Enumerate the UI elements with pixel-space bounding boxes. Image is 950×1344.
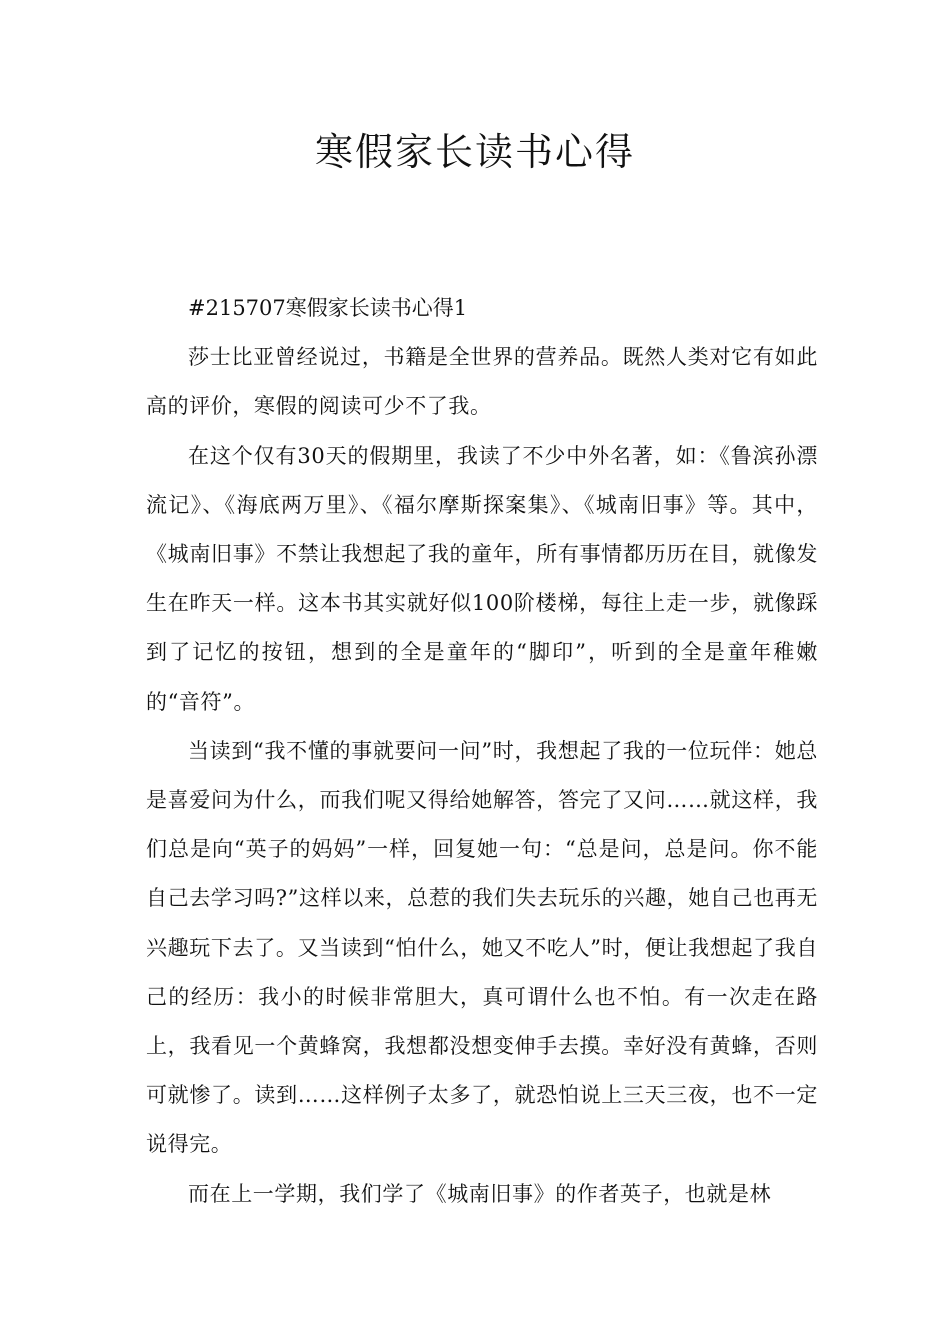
section-heading: #215707寒假家长读书心得1 [188, 296, 468, 320]
document-title: 寒假家长读书心得 [314, 130, 635, 174]
paragraph: 当读到“我不懂的事就要问一问”时，我想起了我的一位玩伴：她总是喜爱问为什么，而我们呢又得给她解答，答完了又问……就这样，我们总是向“英子的妈妈”一样，回复她一句：“总是问，总是问。你不能自己去学习吗?”这样以来，总惹的我们失去玩乐的兴趣，她自己也再无兴趣玩下去了。又当读到“怕什么，她又不吃人”时，便让我想起了我自己的经历：我小的时候非常胆大，真可谓什么也不怕。有一次走在路上，我看见一个黄蜂窝，我想都没想变伸手去摸。幸好没有黄蜂，否则可就惨了。读到……这样例子太多了，就恐怕说上三天三夜，也不一定说得完。 [146, 738, 818, 1157]
paragraph: 而在上一学期，我们学了《城南旧事》的作者英子，也就是林 [188, 1181, 772, 1206]
paragraph: 在这个仅有30天的假期里，我读了不少中外名著，如：《鲁滨孙漂流记》、《海底两万里》、《福尔摩斯探案集》、《城南旧事》等。其中，《城南旧事》不禁让我想起了我的童年，所有事情都历历在目，就像发生在昨天一样。这本书其实就好似100阶楼梯，每往上走一步，就像踩到了记忆的按钮，想到的全是童年的“脚印”，听到的全是童年稚嫩的“音符”。 [146, 443, 818, 714]
document-body [146, 284, 818, 1219]
paragraph: 莎士比亚曾经说过，书籍是全世界的营养品。既然人类对它有如此高的评价，寒假的阅读可少不了我。 [146, 345, 818, 419]
